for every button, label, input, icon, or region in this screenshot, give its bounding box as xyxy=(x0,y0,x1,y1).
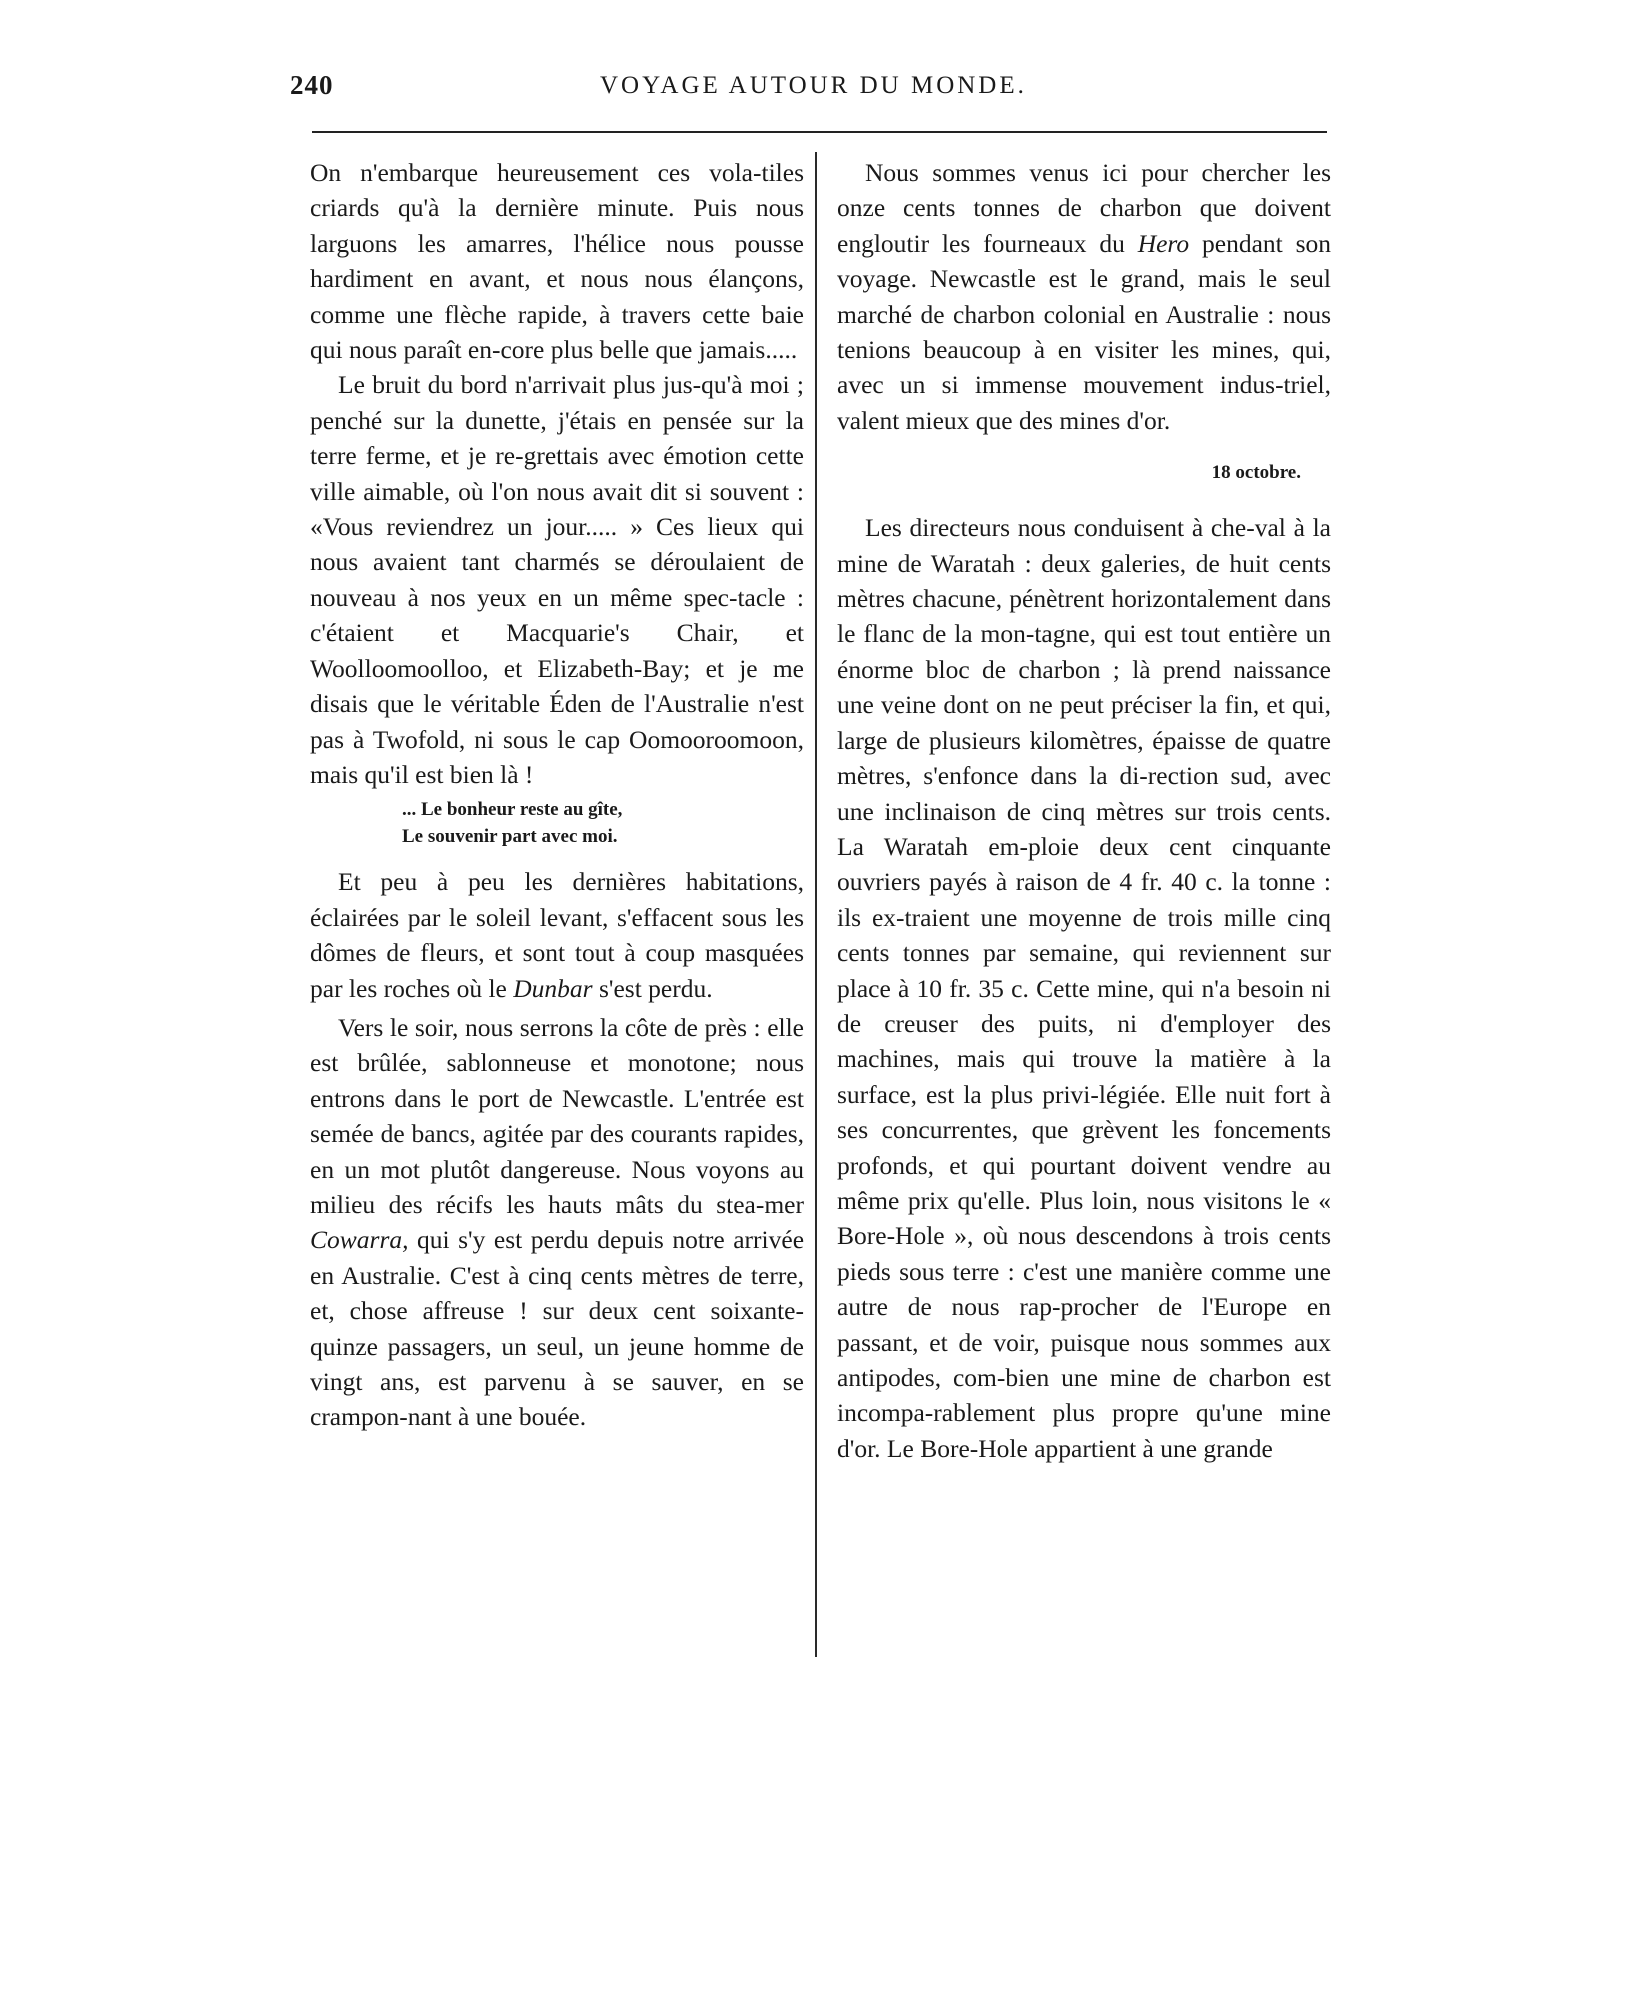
ship-name-dunbar: Dunbar xyxy=(513,973,593,1003)
right-column xyxy=(837,155,1331,1466)
header-rule xyxy=(312,131,1327,133)
verse-line-1: ... Le bonheur reste au gîte, xyxy=(402,799,623,821)
page-number: 240 xyxy=(290,70,334,100)
left-column xyxy=(310,155,804,1435)
right-paragraph-2: Les directeurs nous conduisent à che-val à la mine de Waratah : deux galeries, de huit cents mètres chacune, pénètrent horizontalement dans le flanc de la mon-tagne, qui est tout entière un énorme bloc de charbon ; là prend naissance une veine dont on ne peut préciser la fin, et qui, large de plusieurs kilomètres, épaisse de quatre mètres, s'enfonce dans la di-rection sud, avec une inclinaison de cinq mètres sur trois cents. La Waratah em-ploie deux cent cinquante ouvriers payés à raison de 4 fr. 40 c. la tonne : ils ex-traient une moyenne de trois mille cinq cents tonnes par semaine, qui reviennent sur place à 10 fr. 35 c. Cette mine, qui n'a besoin ni de creuser des puits, ni d'employer des machines, mais qui trouve la matière à la surface, est la plus privi-légiée. Elle nuit fort à ses concurrentes, que grèvent les foncements profonds, et qui pourtant doivent vendre au même prix qu'elle. Plus loin, nous visitons le « Bore-Hole », où nous descendons à trois cents pieds sous terre : c'est une manière comme une autre de nous rap-procher de l'Europe en passant, et de voir, puisque nous sommes aux antipodes, com-bien une mine de charbon est incompa-rablement plus propre qu'une mine d'or. Le Bore-Hole appartient à une grande xyxy=(837,513,1331,1463)
date-heading: 18 octobre. xyxy=(1211,462,1301,484)
verse-quote xyxy=(402,796,804,850)
ship-name-cowarra: Cowarra, xyxy=(310,1225,409,1255)
left-paragraph-4: Vers le soir, nous serrons la côte de près : elle est brûlée, sablonneuse et monotone; nous entrons dans le port de Newcastle. L'entrée est semée de bancs, agitée par des courants rapides, en un mot plutôt dangereuse. Nous voyons au milieu des récifs les hauts mâts du stea-mer Cowarra, qui s'y est perdu depuis notre arrivée en Australie. C'est à cinq cents mètres de terre, et, chose affreuse ! sur deux cent soixante-quinze passagers, un seul, un jeune homme de vingt ans, est parvenu à se sauver, en se crampon-nant à une bouée. xyxy=(310,1012,805,1432)
verse-line-2: Le souvenir part avec moi. xyxy=(402,826,618,848)
right-paragraph-1: Nous sommes venus ici pour chercher les onze cents tonnes de charbon que doivent engloutir les fourneaux du Hero pendant son voyage. Newcastle est le grand, mais le seul marché de charbon colonial en Australie : nous tenions beaucoup à en visiter les mines, qui, avec un si immense mouvement indus-triel, valent mieux que des mines d'or. xyxy=(837,158,1332,435)
ship-name-hero: Hero xyxy=(1137,228,1190,258)
left-paragraph-1: On n'embarque heureusement ces vola-tiles criards qu'à la dernière minute. Puis nous larguons les amarres, l'hélice nous pousse hardiment en avant, et nous nous élançons, comme une flèche rapide, à travers cette baie qui nous paraît en-core plus belle que jamais..... xyxy=(310,158,804,365)
left-paragraph-3: Et peu à peu les dernières habitations, éclairées par le soleil levant, s'effacent sous les dômes de fleurs, et sont tout à coup masquées par les roches où le Dunbar s'est perdu. xyxy=(310,867,804,1003)
column-divider xyxy=(815,152,817,1657)
book-title: VOYAGE AUTOUR DU MONDE. xyxy=(600,72,1027,99)
running-head xyxy=(290,70,1325,110)
left-paragraph-2: Le bruit du bord n'arrivait plus jus-qu'à moi ; penché sur la dunette, j'étais en pensée sur la terre ferme, et je re-grettais avec émotion cette ville aimable, où l'on nous avait dit si souvent : «Vous reviendrez un jour..... » Ces lieux qui nous avaient tant charmés se déroulaient de nouveau à nos yeux en un même spec-tacle : c'étaient et Macquarie's Chair, et Woolloomoolloo, et Elizabeth-Bay; et je me disais que le véritable Éden de l'Australie n'est pas à Twofold, ni sous le cap Oomooroomoon, mais qu'il est bien là ! xyxy=(310,370,804,789)
